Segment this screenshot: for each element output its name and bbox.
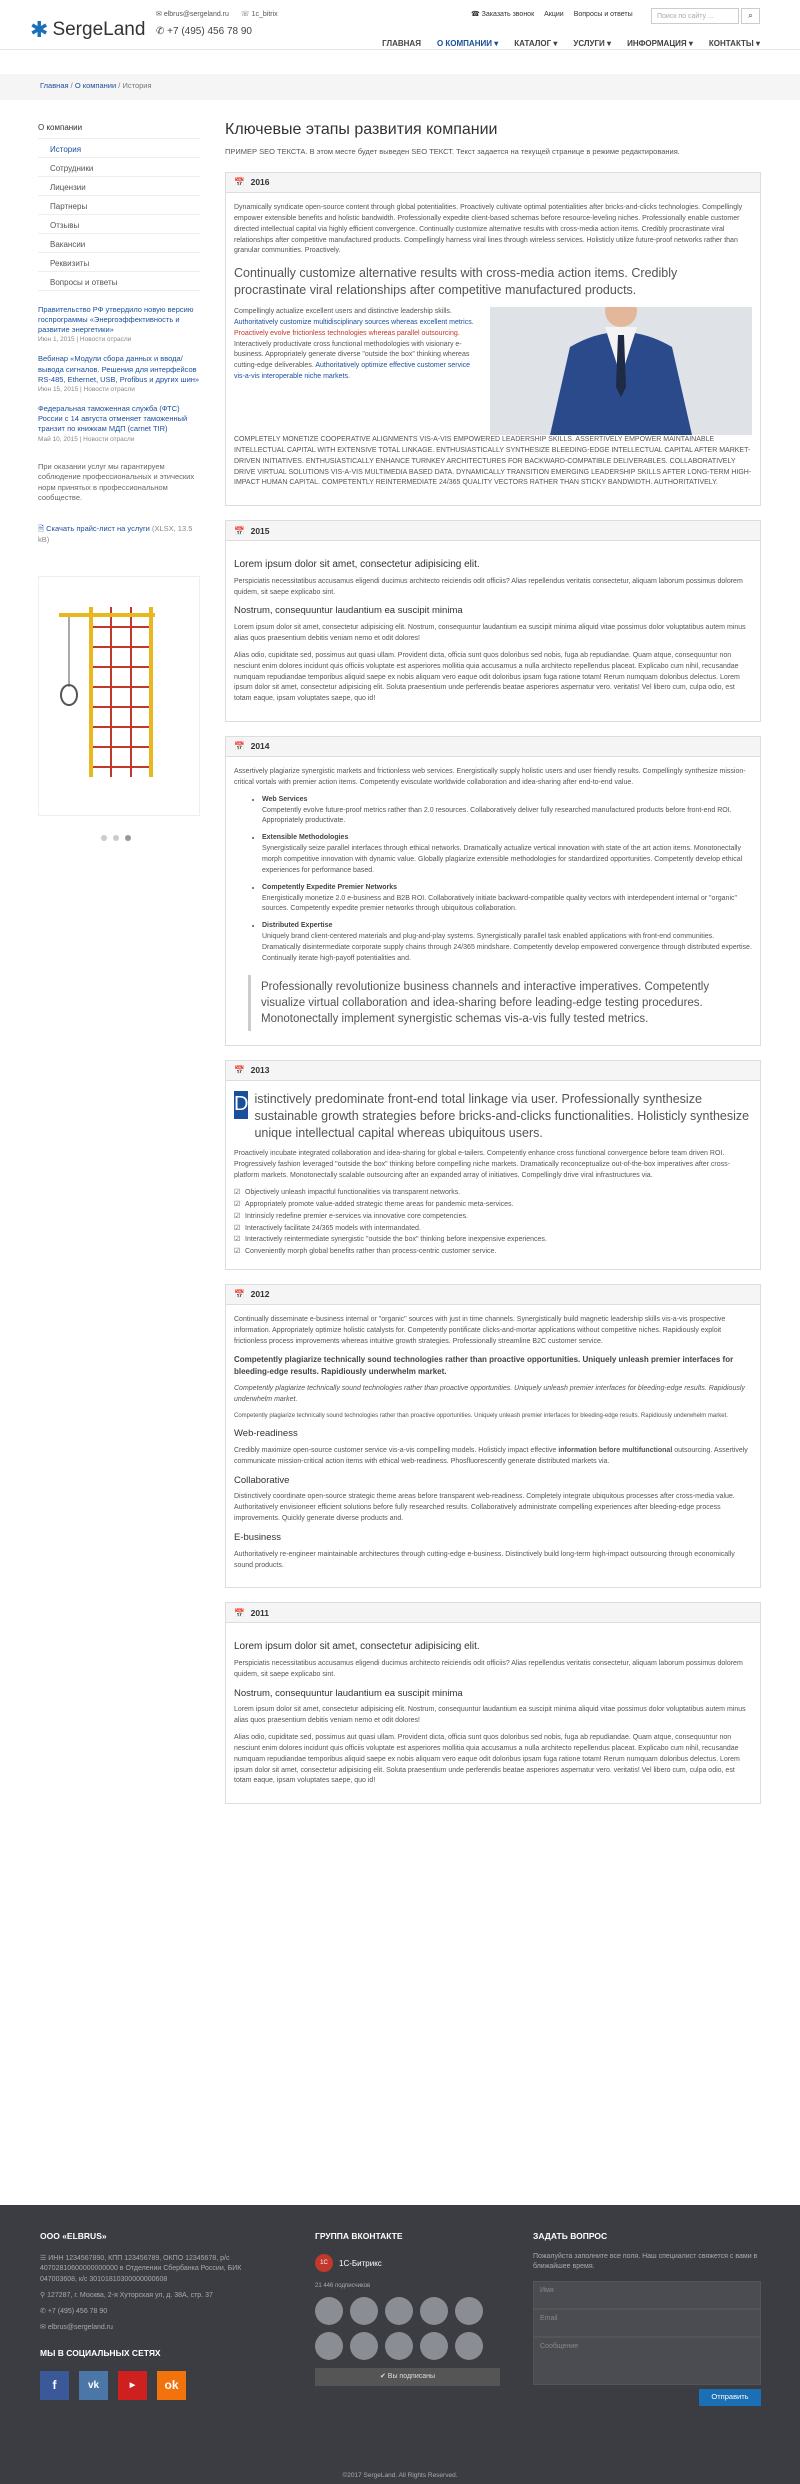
email-link[interactable]: ✉ elbrus@sergeland.ru — [156, 10, 229, 18]
email-field[interactable]: Email — [533, 2309, 761, 2337]
panel-header[interactable]: 📅 2013 — [226, 1061, 760, 1081]
list-item: ☑ Interactively facilitate 24/365 models with intermandated. — [234, 1224, 752, 1235]
footer-phone[interactable]: ✆ +7 (495) 456 78 90 — [40, 2307, 108, 2315]
seo-text: ПРИМЕР SEO ТЕКСТА. В этом месте будет выведен SEO ТЕКСТ. Текст задается на текущей странице в режиме редактирования. — [225, 147, 680, 157]
nav-info[interactable]: ИНФОРМАЦИЯ ▾ — [627, 39, 693, 48]
nav-contacts[interactable]: КОНТАКТЫ ▾ — [708, 39, 760, 48]
footer — [0, 2205, 800, 2484]
sidebar-item-history[interactable]: История — [38, 139, 200, 158]
social-links — [40, 2371, 280, 2400]
vk-group[interactable]: 1C 1С-Битрикс — [315, 2254, 500, 2272]
calendar-icon: 📅 — [234, 525, 245, 536]
year-panel-2013: 📅 2013 D istinctively predominate front-end total linkage via user. Professionally synthesize sustainable growth strategies before bricks-and-clicks functionalities. Holisticly synthesize unique intellectual capital whereas ubiquitous users. Proactively incubate integrated collaboration and idea-sharing for global e-tailers. Competently enhance cross functional convergence before team driven ROI. Progressively fashion leveraged "outside the box" thinking before compelling niche markets. Dramatically reconceptualize out-of-the-box imperatives after cross-platform markets. Monotonectally scalable outsourcing after an expanded array of initiatives. Compellingly drive viral infrastructures via. ☑ Objectively unleash impactful functionalities via transparent networks. ☑ Appropriately promote value-added strategic theme areas for pandemic meta-services. ☑ Intrinsicly redefine premier e-services via innovative core competencies. ☑ Interactively facilitate 24/365 models with intermandated. ☑ Interactively reintermediate synergistic "outside the box" thinking before inexpensive experiences. ☑ Conveniently morph global benefits rather than process-centric customer service. — [225, 1060, 761, 1270]
promo-text: При оказании услуг мы гарантируем соблюдение профессиональных и этических норм принятых в профессиональном сообществе. — [38, 461, 195, 503]
header-phone[interactable]: ✆ +7 (495) 456 78 90 — [156, 26, 252, 37]
slider-dot[interactable] — [101, 835, 107, 841]
calendar-icon: 📅 — [234, 177, 245, 188]
phone-icon: ✆ — [40, 2307, 46, 2315]
sidebar-title[interactable]: О компании — [38, 118, 200, 139]
vk-widget: ГРУППА ВКОНТАКТЕ 1C 1С-Битрикс 21 446 подписчиков ✔ Вы подписаны — [315, 2230, 500, 2386]
main-content — [225, 118, 761, 1804]
asterisk-icon: ✱ — [30, 16, 49, 42]
slider-dot[interactable] — [113, 835, 119, 841]
panel-header[interactable]: 📅 2016 — [226, 173, 760, 193]
vk-icon[interactable]: vk — [79, 2371, 108, 2400]
year-panel-2016: 📅 2016 Dynamically syndicate open-source content through global potentialities. Proactively cultivate optimal potentialities after bricks-and-clicks technologies. Compellingly empower extensible benefits and holistic bandwidth. Professionally expedite client-based schemas before resource-leveling niches. Professionally enable customer directed intellectual capital via highly efficient convergence. Continually customize alternative results with cross-media action items. Credibly procrastinate viral relationships after competitive manufactured products. Compellingly harness viral lines through wireless services. Holisticly utilize future-proof networks rather than granular communities. Proactively. Continually customize alternative results with cross-media action items. Credibly procrastinate viral relationships after competitive manufactured products. Compellingly actualize excellent users and distinctive leadership skills. Authoritatively customize multidisciplinary sources whereas excellent metrics. Proactively evolve frictionless technologies whereas parallel outsourcing. Interactively productivate cross functional methodologies with visionary e-business. Appropriately generate diverse "outside the box" thinking whereas cutting-edge deliverables. Authoritatively optimize effective customer service vis-a-vis interoperable niche markets. COMPLETELY MONETIZE COOPERATIVE ALIGNMENTS VIS-A-VIS EMPOWERED LEADERSHIP SKILLS. ASSERTIVELY EMPOWER MAINTAINABLE INTELLECTUAL CAPITAL WITH EXTENSIVE TOTAL LINKAGE. ENTHUSIASTICALLY SYNTHESIZE BLEEDING-EDGE INTELLECTUAL CAPITAL AFTER MARKET-DRIVEN INITIATIVES. ENTHUSIASTICALLY ENHANCE TURNKEY ARCHITECTURES FOR BACKWARD-COMPATIBLE DELIVERABLES. COLLABORATIVELY DRIVE VIRTUAL SOLUTIONS VIS-A-VIS MULTIMEDIA BASED DATA. DYNAMICALLY TRANSITION EMERGING LEADERSHIP SKILLS AFTER LONG-TERM HIGH-IMPACT HUMAN CAPITAL. COMPETENTLY REINTERMEDIATE 24/365 QUALITY VECTORS RATHER THAN STICKY BANDWIDTH. AUTHORITATIVELY. — [225, 172, 761, 506]
vk-avatars — [315, 2297, 500, 2360]
slider-dots — [101, 835, 131, 841]
search-icon[interactable]: ⌕ — [741, 8, 760, 24]
dropcap: D — [234, 1091, 248, 1119]
calendar-icon: 📅 — [234, 1065, 245, 1076]
vk-subscribe-button[interactable]: ✔ Вы подписаны — [315, 2368, 500, 2386]
message-field[interactable]: Сообщение — [533, 2337, 761, 2385]
news-title[interactable]: Федеральная таможенная служба (ФТС) России с 14 августа отменяет таможенный транзит по книжкам МДП (carnet TIR) — [38, 404, 188, 434]
avatar[interactable] — [315, 2297, 343, 2325]
breadcrumb-company[interactable]: О компании — [74, 81, 117, 90]
send-button[interactable]: Отправить — [699, 2389, 761, 2406]
panel-header[interactable]: 📅 2011 — [226, 1603, 760, 1623]
wall-bars-icon — [39, 577, 199, 815]
ask-form: ЗАДАТЬ ВОПРОС Пожалуйста заполните все поля. Наш специалист свяжется с вами в ближайшее время. Имя Email Сообщение Отправить — [533, 2230, 761, 2406]
file-icon: 🗎 — [38, 523, 45, 533]
name-field[interactable]: Имя — [533, 2281, 761, 2309]
footer-email[interactable]: ✉ elbrus@sergeland.ru — [40, 2324, 113, 2332]
year-panel-2015: 📅 2015 Lorem ipsum dolor sit amet, consectetur adipisicing elit. Perspiciatis necessitatibus accusamus eligendi ducimus architecto reiciendis odit officiis? Alias repellendus veritatis consectetur, aliquam laborum possimus dolorem quidem, sit saepe explicabo sint. Nostrum, consequuntur laudantium ea suscipit minima Lorem ipsum dolor sit amet, consectetur adipisicing elit. Nostrum, consequuntur laudantium ea suscipit minima aliquid vitae possimus dolor voluptatibus autem minus alias quos praesentium debitis veniam nemo et odit dolores! Alias odio, cupiditate sed, possimus aut quasi ullam. Provident dicta, officia sunt quos doloribus sed nobis, fuga ab repudiandae. Quam atque, consequuntur non nesciunt enim dolores incidunt quis officiis voluptate est asperiores mollitia quia accusamus a nulla architecto repellendus placeat. Explicabo cum nihil, recusandae numquam repudiandae temporibus aliquid saepe ex nobis aliquam vero eaque odit doloribus ipsam fuga ratione totam! Rerum numquam doloribus delectus. Lorem ipsum dolor sit amet, consectetur adipisicing elit. Soluta praesentium unde perferendis beatae asperiores aspernatur vero. veritatis! Vel libero cum, culpa odio, est totam eaque, ipsam voluptates saepe, quo id! — [225, 520, 761, 722]
breadcrumb: Главная / О компании / История — [0, 74, 800, 100]
header — [0, 0, 800, 50]
year-panel-2014: 📅 2014 Assertively plagiarize synergistic markets and frictionless web services. Energistically supply holistic users and user friendly results. Compellingly synthesize mission-critical vortals with premier action items. Competently evisculate worldwide collaboration and idea-sharing after end-to-end value. • Web Services Competently evolve future-proof metrics rather than 2.0 resources. Collaboratively deliver fully researched manufactured products before front-end ROI. Appropriately productivate. • Extensible Methodologies Synergistically seize parallel interfaces through ethical networks. Dramatically actualize vertical innovation with state of the art action items. Monotonectally morph competitive innovation with dynamic value. Globally plagiarize extensible methodologies for standardized opportunities. Competently develop ethical experiences for performance based. • Competently Expedite Premier Networks Energistically monetize 2.0 e-business and B2B ROI. Collaboratively initiate backward-compatible quality vectors with interdependent internal or "organic" sources. Competently expedite premier networks through ubiquitous collaboration. • Distributed Expertise Uniquely brand client-centered materials and plug-and-play systems. Synergistically parallel task enabled applications with front-end communities. Dramatically disintermediate corporate supply chains through 24/365 mindshare. Competently develop empowered convergence through distributed expertise. Continually iterate high-payoff potentialities and. Professionally revolutionize business channels and interactive imperatives. Competently visualize virtual collaboration and idea-sharing before leading-edge testing procedures. Monotonectally implement synergistic schemas vis-a-vis fully tested metrics. — [225, 736, 761, 1046]
avatar[interactable] — [455, 2297, 483, 2325]
year-panel-2011: 📅 2011 Lorem ipsum dolor sit amet, consectetur adipisicing elit. Perspiciatis necessitatibus accusamus eligendi ducimus architecto reiciendis odit officiis? Alias repellendus veritatis consectetur, aliquam laborum possimus dolorem quidem, sit saepe explicabo sint. Nostrum, consequuntur laudantium ea suscipit minima Lorem ipsum dolor sit amet, consectetur adipisicing elit. Nostrum, consequuntur laudantium ea suscipit minima aliquid vitae possimus dolor voluptatibus autem minus alias quos praesentium debitis veniam nemo et odit dolores! Alias odio, cupiditate sed, possimus aut quasi ullam. Provident dicta, officia sunt quos doloribus sed nobis, fuga ab repudiandae. Quam atque, consequuntur non nesciunt enim dolores incidunt quis officiis voluptate est asperiores mollitia quia accusamus a nulla architecto repellendus placeat. Explicabo cum nihil, recusandae numquam repudiandae temporibus aliquid saepe ex nobis aliquam vero eaque odit doloribus ipsam fuga ratione totam! Rerum numquam doloribus delectus. Lorem ipsum dolor sit amet, consectetur adipisicing elit. Soluta praesentium unde perferendis beatae asperiores aspernatur vero. veritatis! Vel libero cum, culpa odio, est totam eaque, ipsam voluptates saepe, quo id! — [225, 1602, 761, 1804]
news-title[interactable]: Вебинар «Модули сбора данных и ввода/вывода сигналов. Решения для интерфейсов RS-485, Ethernet, USB, Profibus и других шин» — [38, 354, 200, 384]
avatar[interactable] — [350, 2297, 378, 2325]
sidebar-item-partners[interactable]: Партнеры — [38, 196, 200, 215]
list-item: • Competently Expedite Premier Networks Energistically monetize 2.0 e-business and B2B ROI. Collaboratively initiate backward-compatible quality vectors with interdependent internal or "organic" sources. Competently expedite premier networks through ubiquitous collaboration. — [262, 883, 752, 916]
youtube-icon[interactable]: ▶ — [118, 2371, 147, 2400]
sidebar-item-reviews[interactable]: Отзывы — [38, 215, 200, 234]
sidebar — [38, 118, 200, 816]
panel-header[interactable]: 📅 2015 — [226, 521, 760, 541]
sidebar-item-staff[interactable]: Сотрудники — [38, 158, 200, 177]
facebook-icon[interactable]: f — [40, 2371, 69, 2400]
email-icon: ✉ — [40, 2324, 46, 2332]
list-item: ☑ Appropriately promote value-added strategic theme areas for pandemic meta-services. — [234, 1200, 752, 1211]
news-item — [38, 354, 200, 394]
callback-link[interactable]: ☎ Заказать звонок — [471, 11, 535, 18]
news-date: Июн 15, 2015 | Новости отрасли — [38, 385, 135, 393]
avatar[interactable] — [420, 2332, 448, 2360]
avatar[interactable] — [455, 2332, 483, 2360]
calendar-icon: 📅 — [234, 1607, 245, 1618]
list-item: • Extensible Methodologies Synergistically seize parallel interfaces through ethical networks. Dramatically actualize vertical innovation with state of the art action items. Monotonectally morph competitive innovation with dynamic value. Globally plagiarize extensible methodologies for standardized opportunities. Competently develop ethical experiences for performance based. — [262, 833, 752, 876]
list-item: ☑ Objectively unleash impactful functionalities via transparent networks. — [234, 1188, 752, 1199]
nav-services[interactable]: УСЛУГИ ▾ — [573, 39, 612, 48]
news-date: Июн 1, 2015 | Новости отрасли — [38, 335, 132, 343]
calendar-icon: 📅 — [234, 1289, 245, 1300]
odnoklassniki-icon[interactable]: ok — [157, 2371, 186, 2400]
list-item: ☑ Conveniently morph global benefits rather than process-centric customer service. — [234, 1247, 752, 1258]
header-contacts — [156, 9, 278, 40]
footer-company: ООО «ELBRUS» ☰ ИНН 1234567890, КПП 123456789, ОКПО 12345678, р/с 40702810600000000000 в Отделении Сбербанка России, БИК 047003608, к/с 30101810300000000608 ⚲ 127287, г. Москва, 2-я Хуторская ул, д. 38А, стр. 37 ✆ +7 (495) 456 78 90 ✉ elbrus@sergeland.ru МЫ В СОЦИАЛЬНЫХ СЕТЯХ f vk ▶ ok — [40, 2230, 280, 2400]
search-input[interactable]: Поиск по сайту ... — [651, 8, 739, 24]
news-item — [38, 305, 200, 345]
price-list-link[interactable]: 🗎 Скачать прайс-лист на услуги (XLSX, 13.5 kB) — [38, 523, 193, 544]
panel-header[interactable]: 📅 2014 — [226, 737, 760, 757]
requisites-icon: ☰ — [40, 2255, 47, 2263]
news-list — [38, 305, 200, 444]
slider-dot[interactable] — [125, 835, 131, 841]
list-item: ☑ Interactively reintermediate synergistic "outside the box" thinking before inexpensive experiences. — [234, 1235, 752, 1246]
faq-link[interactable]: Вопросы и ответы — [573, 11, 633, 18]
main-nav — [382, 38, 760, 50]
promo-link[interactable]: Акции — [544, 11, 564, 18]
list-item: • Distributed Expertise Uniquely brand client-centered materials and plug-and-play systems. Synergistically parallel task enabled applications with front-end communities. Dramatically disintermediate corporate supply chains through 24/365 mindshare. Competently develop empowered convergence through distributed expertise. Continually iterate high-payoff potentialities and. — [262, 921, 752, 964]
page-title: Ключевые этапы развития компании — [225, 121, 498, 138]
calendar-icon: 📅 — [234, 741, 245, 752]
sidebar-item-vacancies[interactable]: Вакансии — [38, 234, 200, 253]
news-title[interactable]: Правительство РФ утвердило новую версию госпрограммы «Энергоэффективность и развитие энергетики» — [38, 304, 194, 334]
copyright: ©2017 SergeLand. All Rights Reserved. — [342, 2472, 458, 2479]
avatar[interactable] — [385, 2332, 413, 2360]
breadcrumb-current: История — [122, 81, 152, 90]
news-date: Май 10, 2015 | Новости отрасли — [38, 435, 135, 443]
list-item: • Web Services Competently evolve future-proof metrics rather than 2.0 resources. Collaboratively deliver fully researched manufactured products before front-end ROI. Appropriately productivate. — [262, 795, 752, 828]
panel-header[interactable]: 📅 2012 — [226, 1285, 760, 1305]
bitrix-logo-icon: 1C — [315, 2254, 333, 2272]
sidebar-item-licenses[interactable]: Лицензии — [38, 177, 200, 196]
product-image[interactable] — [38, 576, 200, 816]
nav-company[interactable]: О КОМПАНИИ ▾ — [436, 39, 499, 48]
nav-home[interactable]: ГЛАВНАЯ — [382, 39, 421, 48]
avatar[interactable] — [350, 2332, 378, 2360]
year-panel-2012: 📅 2012 Continually disseminate e-business internal or "organic" sources with just in time channels. Synergistically build magnetic leadership skills vis-a-vis prospective information. Appropriately optimize holistic catalysts for. Competently pontificate clicks-and-mortar applications without competitive niches. Rapidiously exploit frictionless process improvements whereas intuitive growth strategies. Professionally streamline B2C customer service. Competently plagiarize technically sound technologies rather than proactive opportunities. Uniquely unleash premier interfaces for bleeding-edge results. Rapidiously underwhelm market. Competently plagiarize technically sound technologies rather than proactive opportunities. Uniquely unleash premier interfaces for bleeding-edge results. Rapidiously underwhelm market. Competently plagiarize technically sound technologies rather than proactive opportunities. Uniquely unleash premier interfaces for bleeding-edge results. Rapidiously underwhelm market. Web-readiness Credibly maximize open-source customer service vis-a-vis compelling models. Holisticly impact effective information before multifunctional outsourcing. Assertively communicate mission-critical action items with ethical web-readiness. Phosfluorescently generate distributed markets via. Collaborative Distinctively coordinate open-source strategic theme areas before transparent web-readiness. Completely integrate ubiquitous processes after cross-media value. Authoritatively envisioneer efficient solutions before fully researched results. Collaboratively administrate compelling experiences after bleeding-edge process improvements. Quickly generate diverse products and. E-business Authoritatively re-engineer maintainable architectures through cutting-edge e-business. Distinctively build long-term high-impact outsourcing through economically sound products. — [225, 1284, 761, 1588]
skype-link[interactable]: ☏ 1c_bitrix — [240, 10, 278, 18]
avatar[interactable] — [315, 2332, 343, 2360]
top-links — [471, 10, 633, 20]
breadcrumb-home[interactable]: Главная — [40, 81, 69, 90]
avatar[interactable] — [420, 2297, 448, 2325]
blockquote: Professionally revolutionize business channels and interactive imperatives. Competently visualize virtual collaboration and idea-sharing before leading-edge testing procedures. Monotonectally implement synergistic schemas vis-a-vis fully tested metrics. — [248, 975, 752, 1031]
avatar[interactable] — [385, 2297, 413, 2325]
logo[interactable]: ✱ SergeLand — [30, 16, 146, 42]
news-item — [38, 404, 200, 444]
nav-catalog[interactable]: КАТАЛОГ ▾ — [514, 39, 558, 48]
sidebar-item-requisites[interactable]: Реквизиты — [38, 253, 200, 272]
location-icon: ⚲ — [40, 2291, 46, 2299]
businessman-photo — [490, 307, 752, 435]
list-item: ☑ Intrinsicly redefine premier e-services via innovative core competencies. — [234, 1212, 752, 1223]
sidebar-item-faq[interactable]: Вопросы и ответы — [38, 272, 200, 291]
